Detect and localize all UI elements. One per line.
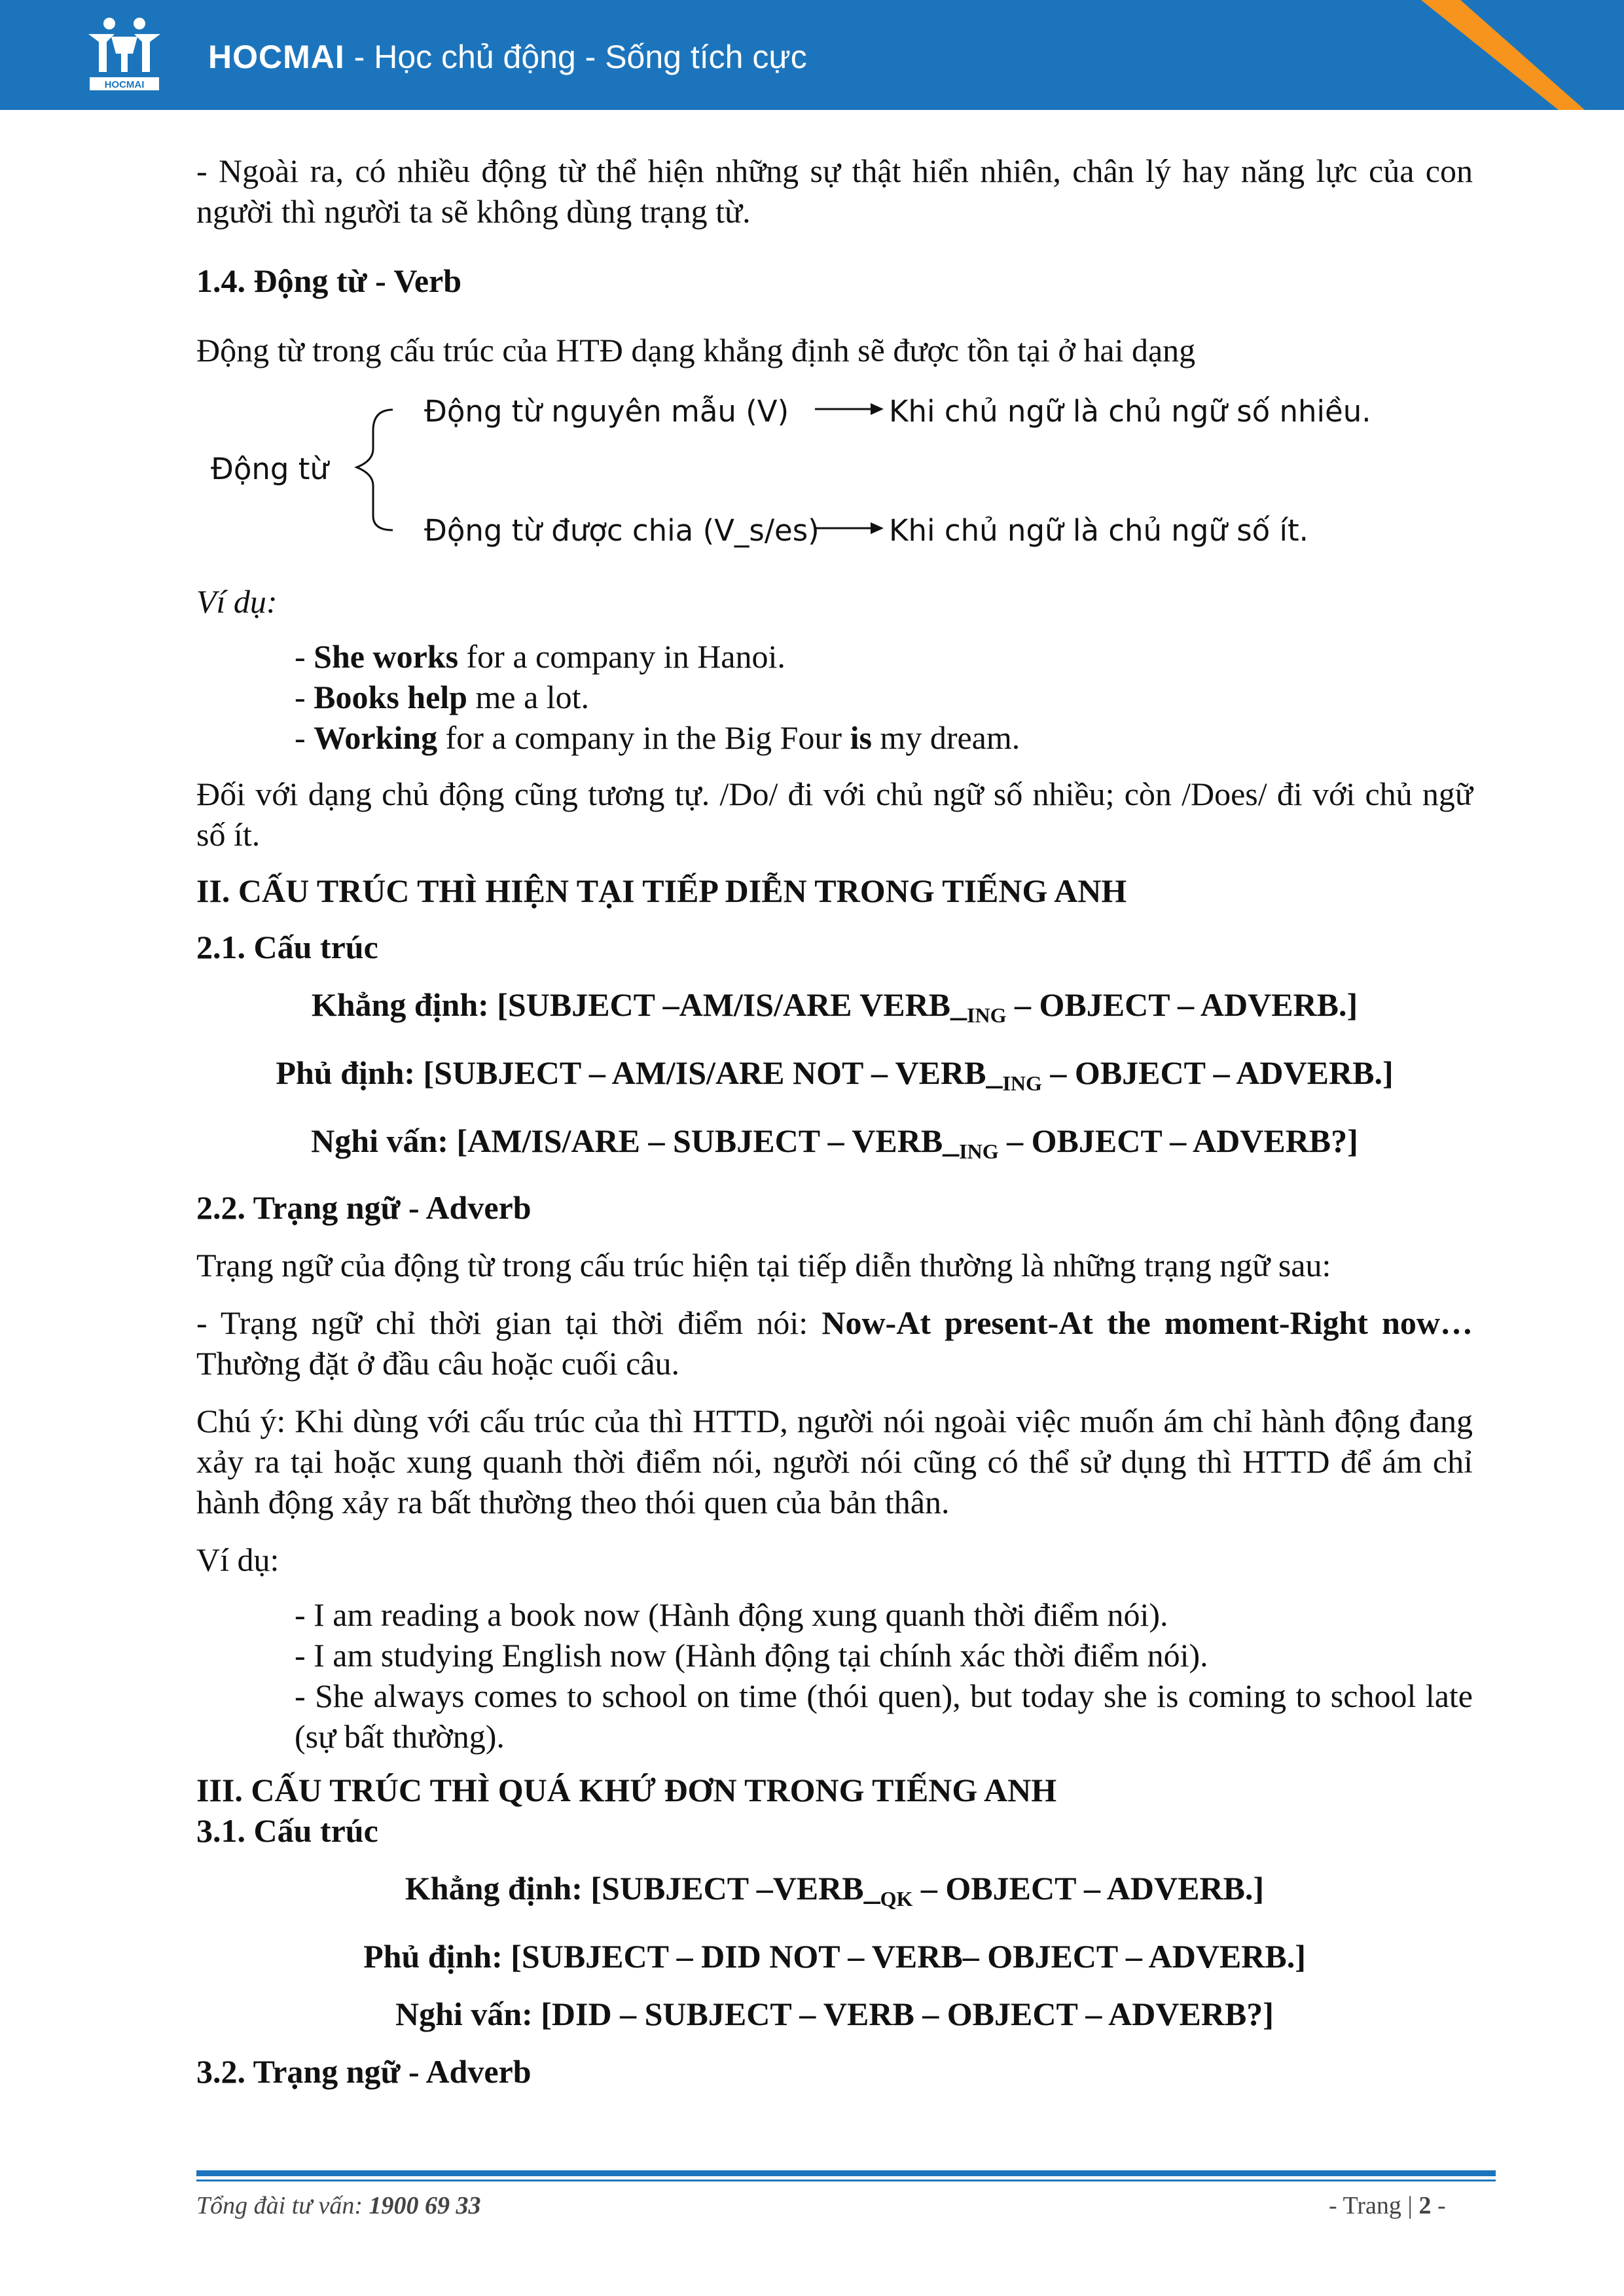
hotline-number: 1900 69 33 xyxy=(369,2192,481,2219)
brand-name: HOCMAI xyxy=(208,39,345,75)
example-studying: - I am studying English now (Hành động tại chính xác thời điểm nói). xyxy=(295,1637,1208,1674)
paragraph-note: Chú ý: Khi dùng với cấu trúc của thì HTTD, người nói ngoài việc muốn ám chỉ hành động đang xảy ra tại hoặc xung quanh thời điểm nói, người nói cũng có thể sử dụng thì HTTD để ám chỉ hành động xảy ra bất thường theo thói quen của bản thân. xyxy=(196,1403,1473,1520)
heading-section-III: III. CẤU TRÚC THÌ QUÁ KHỨ ĐƠN TRONG TIẾNG ANH xyxy=(196,1772,1057,1808)
formula-present-continuous-affirmative: Khẳng định: [SUBJECT –AM/IS/ARE $VERB\__{ING}$ – OBJECT – ADVERB.] xyxy=(311,986,1358,1027)
footer-divider-thin xyxy=(196,2179,1496,2181)
example-label-2: Ví dụ: xyxy=(196,1541,280,1578)
diagram-bottom-left: Động từ được chia (V_s/es) xyxy=(424,513,820,548)
heading-3-2: 3.2. Trạng ngữ - Adverb xyxy=(196,2053,532,2090)
heading-2-1: 2.1. Cấu trúc xyxy=(196,929,378,965)
footer-divider-thick xyxy=(196,2170,1496,2176)
header-brand xyxy=(208,38,807,76)
paragraph-adverb-intro: Trạng ngữ của động từ trong cấu trúc hiện tại tiếp diễn thường là những trạng ngữ sau: xyxy=(196,1247,1331,1283)
paragraph-do-does: Đối với dạng chủ động cũng tương tự. /Do/ đi với chủ ngữ số nhiều; còn /Does/ đi với chủ ngữ số ít. xyxy=(196,776,1473,853)
example-books-help: - Books help me a lot. xyxy=(295,679,590,715)
formula-present-continuous-question: Nghi vấn: [AM/IS/ARE – SUBJECT – $VERB\__{ING}$ – OBJECT – ADVERB?] xyxy=(311,1122,1358,1163)
verb-forms-diagram xyxy=(196,378,1473,568)
svg-text:HOCMAI: HOCMAI xyxy=(104,79,145,90)
paragraph-adverb-note: - Ngoài ra, có nhiều động từ thể hiện những sự thật hiển nhiên, chân lý hay năng lực của con người thì người ta sẽ không dùng trạng từ. xyxy=(196,152,1473,230)
heading-section-II: II. CẤU TRÚC THÌ HIỆN TẠI TIẾP DIỄN TRONG TIẾNG ANH xyxy=(196,872,1127,909)
formula-present-continuous-negative: Phủ định: [SUBJECT – AM/IS/ARE NOT – $VERB\__{ING}$ – OBJECT – ADVERB.] xyxy=(276,1054,1394,1095)
formula-past-simple-negative: Phủ định: [SUBJECT – DID NOT – VERB– OBJECT – ADVERB.] xyxy=(363,1938,1306,1975)
header-orange-accent xyxy=(1421,0,1624,110)
footer-page-number: - Trang | 2 - xyxy=(1329,2192,1446,2219)
example-she-works: - She works for a company in Hanoi. xyxy=(295,638,785,675)
paragraph-verb-forms: Động từ trong cấu trúc của HTĐ dạng khẳng định sẽ được tồn tại ở hai dạng xyxy=(196,332,1196,368)
diagram-top-right: Khi chủ ngữ là chủ ngữ số nhiều. xyxy=(889,394,1371,429)
formula-past-simple-question: Nghi vấn: [DID – SUBJECT – VERB – OBJECT – ADVERB?] xyxy=(395,1996,1274,2032)
diagram-top-left: Động từ nguyên mẫu (V) xyxy=(424,394,789,429)
paragraph-time-adverbs: - Trạng ngữ chỉ thời gian tại thời điểm nói: Now-At present-At the moment-Right now…Thường đặt ở đầu câu hoặc cuối câu. xyxy=(196,1304,1473,1382)
page-header xyxy=(0,0,1624,110)
heading-2-2: 2.2. Trạng ngữ - Adverb xyxy=(196,1189,532,1226)
example-working: - Working for a company in the Big Four is my dream. xyxy=(295,719,1020,756)
heading-1-4: 1.4. Động từ - Verb xyxy=(196,262,462,299)
footer-hotline: Tổng đài tư vấn: 1900 69 33 xyxy=(196,2192,481,2219)
heading-3-1: 3.1. Cấu trúc xyxy=(196,1812,378,1849)
hocmai-logo-icon xyxy=(75,14,173,93)
formula-past-simple-affirmative: Khẳng định: [SUBJECT $-VERB\__{QK}$ – OBJECT – ADVERB.] xyxy=(405,1870,1265,1910)
example-label-1: Ví dụ: xyxy=(196,583,278,620)
example-reading: - I am reading a book now (Hành động xung quanh thời điểm nói). xyxy=(295,1596,1168,1633)
diagram-bottom-right: Khi chủ ngữ là chủ ngữ số ít. xyxy=(889,513,1308,548)
example-school: - She always comes to school on time (thói quen), but today she is coming to school late (sự bất thường). xyxy=(295,1677,1473,1755)
diagram-root: Động từ xyxy=(211,452,329,486)
brand-tagline: - Học chủ động - Sống tích cực xyxy=(353,39,807,75)
document-body xyxy=(196,151,1473,2092)
